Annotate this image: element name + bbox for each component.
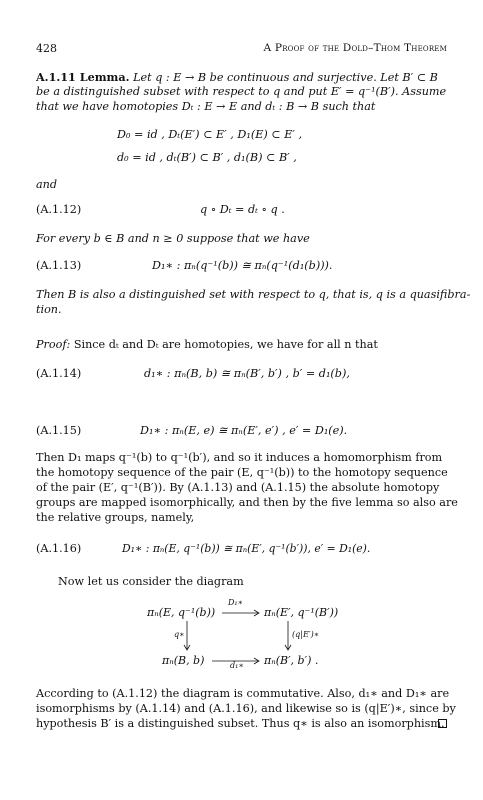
proof-para-2: the homotopy sequence of the pair (E, q⁻¹(b)) to the homotopy sequence [36, 466, 448, 479]
eq-number-a115: (A.1.15) [36, 424, 82, 437]
diagram-top-right: πₙ(E′, q⁻¹(B′)) [264, 606, 339, 619]
proof-intro: Since dₜ and Dₜ are homotopies, we have for all n that [70, 338, 378, 351]
qed-box [438, 719, 447, 728]
lemma-and: and [36, 178, 58, 191]
lemma-every: For every b ∈ B and n ≥ 0 suppose that we have [36, 232, 310, 245]
diagram-bottom-right: πₙ(B′, b′) . [264, 654, 319, 667]
homotopy-conditions-d: d₀ = id , dₜ(B′) ⊂ B′ , d₁(B) ⊂ B′ , [117, 151, 297, 164]
eq-number-a114: (A.1.14) [36, 367, 82, 380]
proof-final-3: hypothesis B′ is a distinguished subset. Thus q∗ is also an isomorphism. [36, 717, 445, 730]
diagram-right-arrow-label: (q|E′)∗ [292, 630, 320, 639]
diagram-top-left: πₙ(E, q⁻¹(b)) [147, 606, 216, 619]
proof-para-4: groups are mapped isomorphically, and then by the five lemma so also are [36, 496, 458, 509]
diagram-left-arrow-label: q∗ [174, 630, 185, 639]
equation-a113: D₁∗ : πₙ(q⁻¹(b)) ≅ πₙ(q⁻¹(d₁(b))). [152, 259, 333, 272]
lemma-then-1: Then B is also a distinguished set with respect to q, that is, q is a quasifibra- [36, 288, 471, 301]
lemma-then-2: tion. [36, 303, 62, 316]
page-number: 428 [36, 42, 57, 55]
diagram-top-arrow-label: D₁∗ [228, 598, 244, 607]
equation-a115: D₁∗ : πₙ(E, e) ≅ πₙ(E′, e′) , e′ = D₁(e). [140, 424, 348, 437]
running-title: A Proof of the Dold–Thom Theorem [263, 42, 447, 54]
proof-consider: Now let us consider the diagram [58, 575, 244, 588]
homotopy-conditions-D: D₀ = id , Dₜ(E′) ⊂ E′ , D₁(E) ⊂ E′ , [117, 128, 303, 141]
proof-final-1: According to (A.1.12) the diagram is commutative. Also, d₁∗ and D₁∗ are [36, 687, 450, 700]
lemma-line-3: that we have homotopies Dₜ : E → E and dₜ : B → B such that [36, 100, 376, 113]
proof-label: Proof: [36, 338, 71, 351]
proof-para-3: of the pair (E′, q⁻¹(B′)). By (A.1.13) and (A.1.15) the absolute homotopy [36, 481, 440, 494]
equation-a116: D₁∗ : πₙ(E, q⁻¹(b)) ≅ πₙ(E′, q⁻¹(b′)), e′ = D₁(e). [122, 542, 371, 555]
proof-para-1: Then D₁ maps q⁻¹(b) to q⁻¹(b′), and so it induces a homomorphism from [36, 451, 443, 464]
eq-number-a116: (A.1.16) [36, 542, 82, 555]
lemma-heading: A.1.11 Lemma. [36, 70, 130, 84]
equation-a114: d₁∗ : πₙ(B, b) ≅ πₙ(B′, b′) , b′ = d₁(b), [144, 367, 350, 380]
diagram-bottom-left: πₙ(B, b) [162, 654, 205, 667]
equation-a112: q ∘ Dₜ = dₜ ∘ q . [200, 203, 285, 216]
proof-para-5: the relative groups, namely, [36, 511, 195, 524]
lemma-text-1: Let q : E → B be continuous and surjective. Let B′ ⊂ B [133, 71, 438, 84]
eq-number-a112: (A.1.12) [36, 203, 82, 216]
lemma-line-2: be a distinguished subset with respect to q and put E′ = q⁻¹(B′). Assume [36, 85, 447, 98]
proof-final-2: isomorphisms by (A.1.14) and (A.1.16), and likewise so is (q|E′)∗, since by [36, 702, 456, 715]
eq-number-a113: (A.1.13) [36, 259, 82, 272]
diagram-bottom-arrow-label: d₁∗ [230, 661, 244, 670]
